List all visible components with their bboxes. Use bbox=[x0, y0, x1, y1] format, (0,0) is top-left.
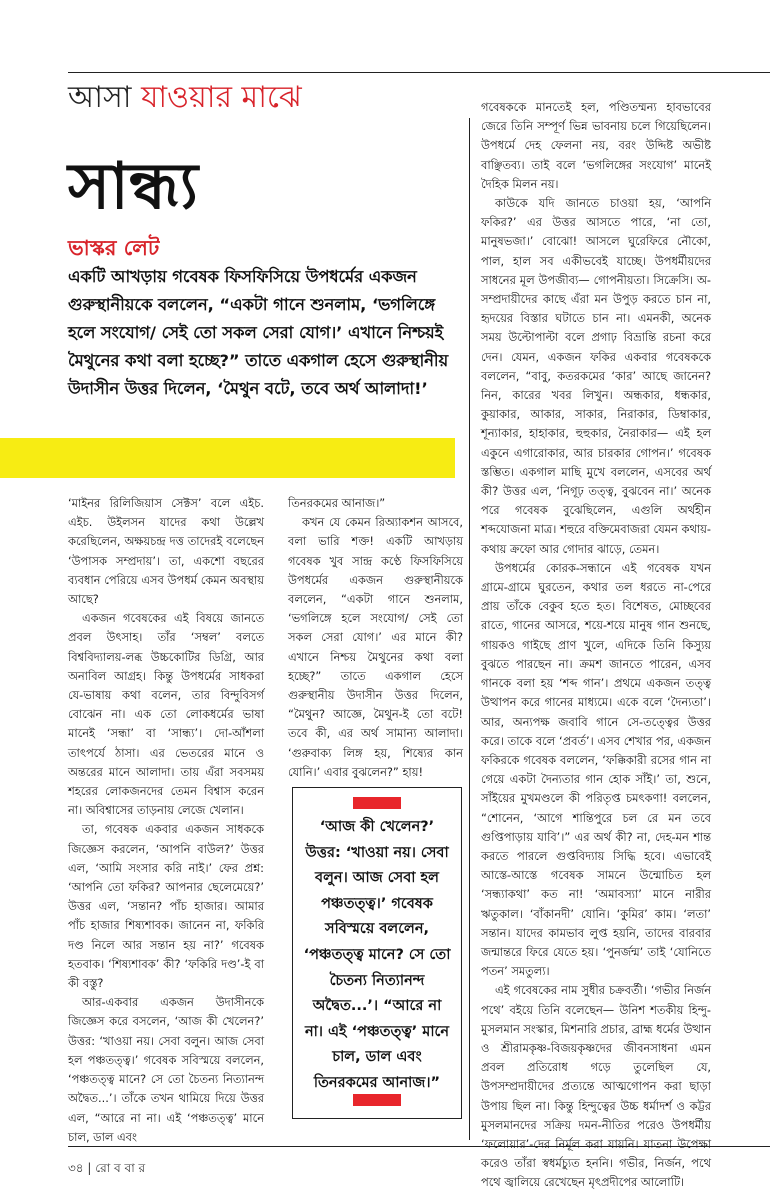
yellow-highlight-band bbox=[0, 438, 455, 478]
paragraph: গবেষককে মানতেই হল, পণ্ডিতম্মন্য হাবভাবের জেরে তিনি সম্পূর্ণ ভিন্ন ভাবনায় চলে গিয়েছিলেন। উপধর্মে দেহ ফেলনা নয়, বরং উদ্দিষ্ট অভীষ্ট বাঞ্ছিতব্য। তাই বলে ‘ভগলিঙ্গের সংযোগ’ মানেই দৈহিক মিলন নয়। bbox=[481, 100, 711, 191]
paragraph: কখন যে কেমন রিঅ্যাকশন আসবে, বলা ভারি শক্ত! একটি আখড়ায় গবেষক খুব সান্দ্র কণ্ঠে ফিসফিসিয়ে উপধর্মের একজন গুরুস্থানীয়কে বললেন, “একটা গানে শুনলাম, ‘ভগলিঙ্গে হলে সংযোগ/ সেই তো সকল সেরা যোগ।’ এর মানে কী? এখানে নিশ্চয় মৈথুনের কথা বলা হচ্ছে?” তাতে একগাল হেসে গুরুস্থানীয় উদাসীন উত্তর দিলেন, “মৈথুন? আজ্ঞে, মৈথুন-ই তো বটে! তবে কী, এর অর্থ সামান্য আলাদা। ‘গুরুবাক্য লিঙ্গ হয়, শিষ্যের কান যোনি।’ এবার বুঝলেন?” হায়! bbox=[288, 515, 463, 779]
paragraph: একজন গবেষকের এই বিষয়ে জানতে প্রবল উৎসাহ। তাঁর ‘সম্বল’ বলতে বিশ্ববিদ্যালয়-লব্ধ উচ্চকোটির ডিগ্রি, আর অনাবিল আগ্রহ। কিন্তু উপধর্মের সাধকরা যে-ভাষায় কথা বলেন, তার বিন্দুবিসর্গ বোঝেন না। এক তো লোকধর্মের ভাষা মানেই ‘সন্ধা’ বা ‘সান্ধ্য’। দো-আঁশলা তাৎপর্যে ঠাসা। এর ভেতরের মানে ও অন্তরের মানে আলাদা। তায় এঁরা সবসময় শহরের লোকজনদের তেমন বিশ্বাস করেন না। অবিশ্বাসের তাড়নায় লেজে খেলান। bbox=[68, 611, 264, 818]
middle-column bbox=[288, 494, 463, 782]
page-footer: ৩৪ | রো ব বা র bbox=[68, 1161, 146, 1175]
section-title-part2: যাওয়ার মাঝে bbox=[141, 80, 302, 115]
top-rule bbox=[68, 72, 770, 73]
section-title-part1: আসা bbox=[68, 80, 142, 115]
paragraph: তিনরকমের আনাজ।” bbox=[288, 496, 386, 510]
pull-quote-bottom-bar bbox=[353, 1094, 401, 1106]
pull-quote-top-bar bbox=[353, 797, 401, 809]
paragraph: কাউকে যদি জানতে চাওয়া হয়, ‘আপনি ফকির?’ এর উত্তর আসতে পারে, ‘না তো, মানুষভজা।’ বোঝো! আসলে ঘুরেফিরে নৌকো, পাল, হাল সব একীভবেই যাচ্ছে। উপধর্মীয়দের সাধনের মূল উপজীব্য— গোপনীয়তা। সিক্রেসি। অ-সম্প্রদায়ীদের কাছে এঁরা মন উপুড় করতে চান না, হৃদয়ের বিস্তার ঘটাতে চান না। এমনকী, অনেক সময় উল্টোপাল্টা বলে প্রগাঢ় বিভ্রান্তি রচনা করে দেন। যেমন, একজন ফকির একবার গবেষককে বললেন, “বাবু, কতরকমের ‘কার’ আছে জানেন? নিন, কারের খবর লিখুন। অন্ধকার, ধন্ধকার, কুয়াকার, আকার, সাকার, নিরাকার, ডিম্বাকার, শূন্যাকার, হাহাকার, হুহুকার, নৈরাকার— এই হল একুনে এগারোকার, আর চারকার গোপন।’ গবেষক স্তম্ভিত। একগাল মাছি মুখে বললেন, এসবের অর্থ কী? উত্তর এল, ‘নিগূঢ় তত্ত্ব, বুঝবেন না।’ অনেক পরে গবেষক বুঝেছিলেন, এগুলি অর্থহীন শব্দযোজনা মাত্র। শহুরে বক্তিমেবাজরা যেমন কথায়-কথায় ক্রফো আর গোদার ঝাড়ে, তেমন। bbox=[481, 196, 711, 556]
headline: সান্ধ্য bbox=[68, 150, 199, 224]
pull-quote-text: ‘আজ কী খেলেন?’ উত্তর: ‘খাওয়া নয়। সেবা বলুন। আজ সেবা হল পঞ্চতত্ত্ব।’ গবেষক সবিস্ময়ে বললেন, ‘পঞ্চতত্ত্ব মানে? সে তো চৈতন্য নিত্যানন্দ অদ্বৈত...’। “আরে না না। এই ‘পঞ্চতত্ত্ব’ মানে চাল, ডাল এবং তিনরকমের আনাজ।” bbox=[303, 819, 451, 1091]
left-column bbox=[68, 494, 264, 1147]
paragraph: উপধর্মের কোরক-সন্ধানে এই গবেষক যখন গ্রামে-গ্রামে ঘুরতেন, কথার তল ধরতে না-পেরে প্রায় তাঁকে বেকুব হতে হত। বিশেষত, মোচ্ছবের রাতে, গানের আসরে, শয়ে-শয়ে মানুষ গান শুনছে, গায়কও গাইছে প্রাণ খুলে, এদিকে তিনি কিস্যুয় বুঝতে পারছেন না। ক্রমশ জানতে পারেন, এসব গানকে বলা হয় ‘শব্দ গান’। প্রথমে একজন তত্ত্ব উত্থাপন করে গানের মাধ্যমে। একে বলে ‘দৈন্যতা’। আর, অন্যপক্ষ জবাবি গানে সে-তত্ত্বের উত্তর করে। তাকে বলে ‘প্রবর্ত’। এসব শেখার পর, একজন ফকিরকে গবেষক বললেন, ‘ফক্কিকারী রসের গান না গেয়ে একটা দৈন্যতার গান হোক সাঁই।’ তা, শুনে, সাঁইয়ের মুখমণ্ডলে কী পরিতৃপ্ত চমৎকণা! বললেন, “শোনেন, ‘আগে শান্তিপুরে চল রে মন তবে গুপ্তিপাড়ায় যাবি’।” এর অর্থ কী? না, দেহ-মন শান্ত করতে পারলে গুপ্তবিদ্যায় সিদ্ধি হবে। এভাবেই আস্তে-আস্তে গবেষক সামনে উন্মোচিত হল ‘সন্ধ্যাকথা’ কত না! ‘অমাবস্যা’ মানে নারীর ঋতুকাল। ‘বাঁকানদী’ যোনি। ‘কুমির’ কাম। ‘লতা’ সন্তান। যাদের কামভাব লুপ্ত হয়নি, তাদের বারবার জন্মান্তরে ফিরে যেতে হয়। ‘পুনর্জন্ম’ তাই ‘যোনিতে পতন’ সমতুল্য। bbox=[481, 560, 711, 979]
pull-quote-box bbox=[292, 787, 462, 1119]
column-divider-rule bbox=[469, 118, 470, 1140]
paragraph: এই গবেষকের নাম সুধীর চক্রবর্তী। ‘গভীর নির্জন পথে’ বইয়ে তিনি বলেছেন— উনিশ শতকীয় হিন্দু-মুসলমান সংস্কার, মিশনারি প্রচার, ব্রাহ্ম ধর্মের উত্থান ও শ্রীরামকৃষ্ণ-বিজয়কৃষ্ণদের জীবনসাধনা এমন প্রবল প্রতিরোধ গড়ে তুলেছিল যে, উপসম্প্রদায়ীদের প্রত্যন্তে আত্মগোপন করা ছাড়া উপায় ছিল না। কিন্তু হিন্দুত্বের উচ্চ ধর্মাদর্শ ও কট্টর মুসলমানদের সক্রিয় দমন-নীতির পরেও উপধর্মীয় ‘ফলোয়ার’-দের নির্মূল করা যায়নি। যাতনা উপেক্ষা করেও তাঁরা স্বধর্মচ্যুত হননি। গভীর, নির্জন, পথে পথে জ্বালিয়ে রেখেছেন মৃৎপ্রদীপের আলোটি। bbox=[481, 983, 712, 1190]
standfirst: একটি আখড়ায় গবেষক ফিসফিসিয়ে উপধর্মের একজন গুরুস্থানীয়কে বললেন, “একটা গানে শুনলাম, ‘ভগলিঙ্গে হলে সংযোগ/ সেই তো সকল সেরা যোগ।’ এখানে নিশ্চয়ই মৈথুনের কথা বলা হচ্ছে?” তাতে একগাল হেসে গুরুস্থানীয় উদাসীন উত্তর দিলেন, ‘মৈথুন বটে, তবে অর্থ আলাদা!’ bbox=[68, 267, 449, 398]
paragraph: আর-একবার একজন উদাসীনকে জিজ্ঞেস করে বসলেন, ‘আজ কী খেলেন?’ উত্তর: ‘খাওয়া নয়। সেবা বলুন। আজ সেবা হল পঞ্চতত্ত্ব।’ গবেষক সবিস্ময়ে বললেন, ‘পঞ্চতত্ত্ব মানে? সে তো চৈতন্য নিত্যানন্দ অদ্বৈত...’। তাঁকে তখন থামিয়ে দিয়ে উত্তর এল, “আরে না না। এই ‘পঞ্চতত্ত্ব’ মানে চাল, ডাল এবং bbox=[68, 995, 264, 1144]
paragraph: তা, গবেষক একবার একজন সাধককে জিজ্ঞেস করলেন, ‘আপনি বাউল?’ উত্তর এল, ‘আমি সংসার করি নাই।’ ফের প্রশ্ন: ‘আপনি তো ফকির? আপনার ছেলেমেয়ে?’ উত্তর এল, ‘সন্তান? পাঁচ হাজার। আমার পাঁচ হাজার শিষ্যশাবক। জানেন না, ফকিরি দণ্ড নিলে আর সন্তান হয় না?’ গবেষক হতবাক। ‘শিষ্যশাবক’ কী? ‘ফকিরি দণ্ড’-ই বা কী বস্তু? bbox=[68, 822, 264, 991]
paragraph: ‘মাইনর রিলিজিয়াস সেক্টস’ বলে এইচ. এইচ. উইলসন যাদের কথা উল্লেখ করেছিলেন, অক্ষয়চন্দ্র দত্ত তাদেরই বলেছেন ‘উপাসক সম্প্রদায়’। তা, একশো বছরের ব্যবধান পেরিয়ে এসব উপধর্ম কেমন অবস্থায় আছে? bbox=[68, 496, 264, 607]
right-column bbox=[481, 98, 711, 1193]
byline: ভাস্কর লেট bbox=[68, 236, 160, 260]
section-title bbox=[68, 80, 302, 116]
